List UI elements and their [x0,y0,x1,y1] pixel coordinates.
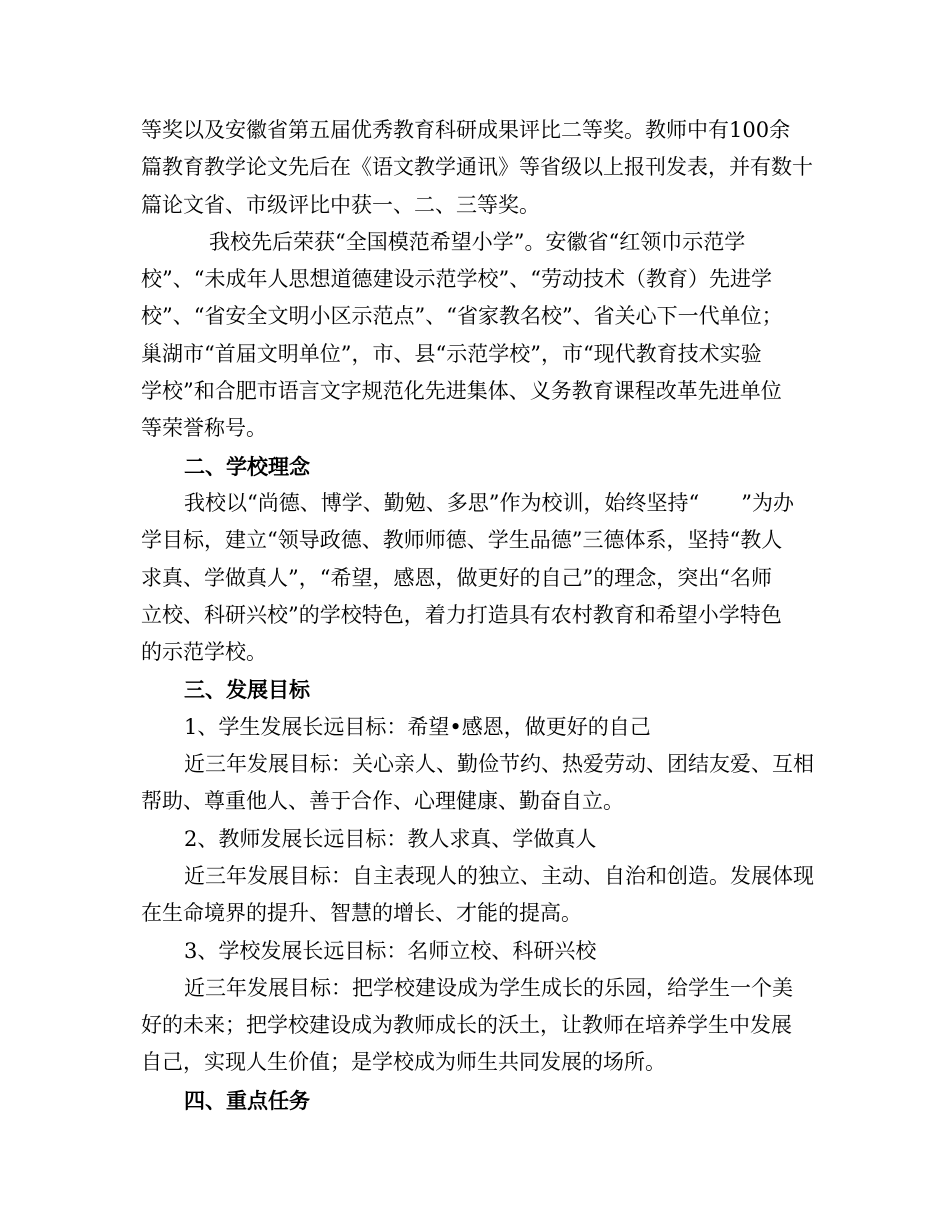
paragraph-line: 在生命境界的提升、智慧的增长、才能的提高。 [141,901,582,926]
paragraph-line: 立校、科研兴校”的学校特色，着力打造具有农村教育和希望小学特色 [141,602,782,627]
paragraph-line: 的示范学校。 [141,640,267,665]
paragraph-line: 求真、学做真人”，“希望，感恩，做更好的自己”的理念，突出“名师 [141,565,772,590]
paragraph-line: 帮助、尊重他人、善于合作、心理健康、勤奋自立。 [141,789,624,814]
paragraph-line: 我校先后荣获“全国模范希望小学”。安徽省“红领巾示范学 [209,229,746,254]
paragraph-line: 等奖以及安徽省第五届优秀教育科研成果评比二等奖。教师中有100余 [141,118,791,142]
section-heading: 三、发展目标 [184,677,310,703]
paragraph-line: 等荣誉称号。 [141,416,267,441]
paragraph-line: 学校”和合肥市语言文字规范化先进集体、义务教育课程改革先进单位 [141,379,782,404]
goal-line: 2、教师发展长远目标：教人求真、学做真人 [184,826,597,851]
paragraph-line: 校”、“未成年人思想道德建设示范学校”、“劳动技术（教育）先进学 [141,267,772,292]
paragraph-line: 校”、“省安全文明小区示范点”、“省家教名校”、省关心下一代单位； [141,304,783,329]
paragraph-line: 学目标，建立“领导政德、教师师德、学生品德”三德体系，坚持“教人 [141,528,783,553]
paragraph-line: 篇教育教学论文先后在《语文教学通讯》等省级以上报刊发表，并有数十 [141,155,813,180]
paragraph-line: 自己，实现人生价值；是学校成为师生共同发展的场所。 [141,1050,666,1075]
paragraph-line: 我校以“尚德、博学、勤勉、多思”作为校训，始终坚持“ ”为办 [184,490,794,515]
paragraph-line: 巢湖市“首届文明单位”，市、县“示范学校”，市“现代教育技术实验 [141,341,762,366]
paragraph-line: 近三年发展目标：把学校建设成为学生成长的乐园，给学生一个美 [184,975,793,1000]
document-body [141,112,813,1119]
goal-line: 1、学生发展长远目标：希望•感恩，做更好的自己 [184,714,651,739]
paragraph-line: 篇论文省、市级评比中获一、二、三等奖。 [141,192,540,217]
paragraph-line: 近三年发展目标：自主表现人的独立、主动、自治和创造。发展体现 [184,863,814,888]
paragraph-line: 近三年发展目标：关心亲人、勤俭节约、热爱劳动、团结友爱、互相 [184,752,814,777]
section-heading: 四、重点任务 [184,1087,310,1113]
paragraph-line: 好的未来；把学校建设成为教师成长的沃土，让教师在培养学生中发展 [141,1013,792,1038]
goal-line: 3、学校发展长远目标：名师立校、科研兴校 [184,938,597,963]
section-heading: 二、学校理念 [184,453,310,479]
